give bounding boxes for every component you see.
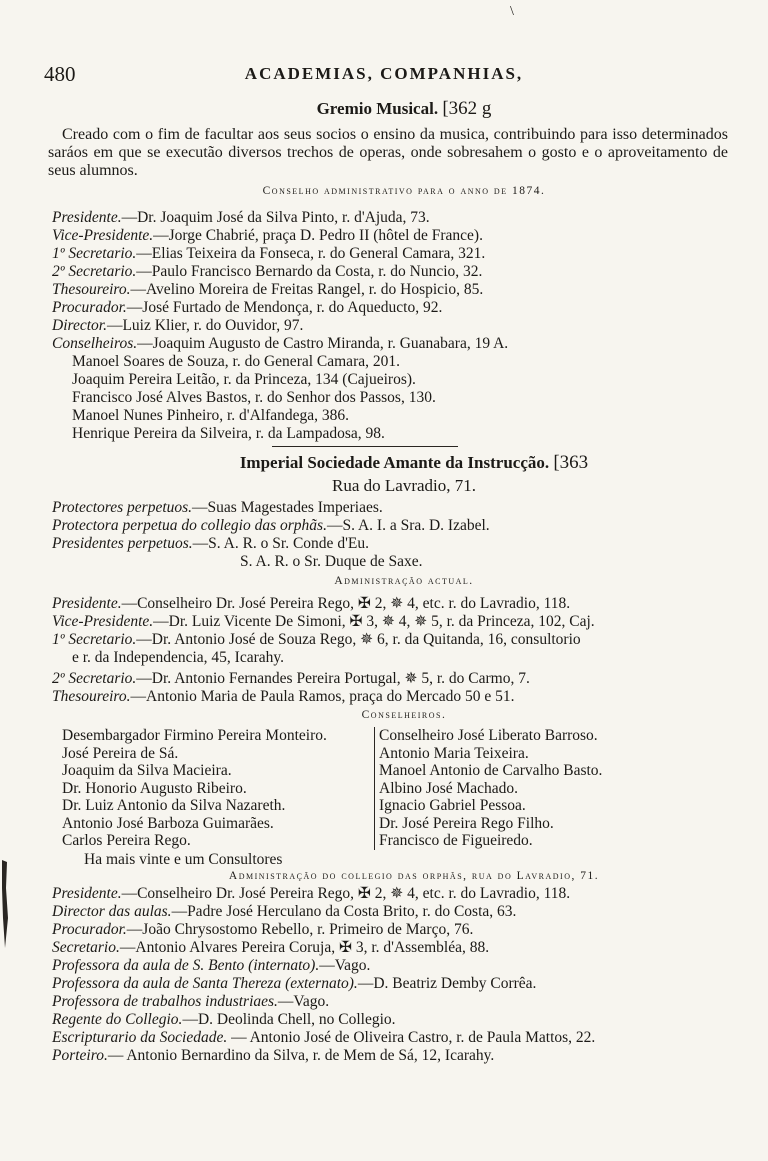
- page-number: 480: [44, 62, 76, 86]
- counsellor-line: Francisco José Alves Bastos, r. do Senhor dos Passos, 130.: [72, 389, 436, 406]
- section-divider: [272, 446, 458, 447]
- college-line: Professora da aula de S. Bento (internato).—Vago.: [52, 957, 371, 974]
- council-member: Ignacio Gabriel Pessoa.: [379, 797, 526, 814]
- council-member: Conselheiro José Liberato Barroso.: [379, 727, 598, 744]
- gremio-paragraph: Creado com o fim de facultar aos seus socios o ensino da musica, contribuindo para isso determinados saráos em que se executão diversos trechos de operas, onde sobresahem o gosto e o aproveitamento de seus alumnos.: [48, 126, 728, 179]
- council-member: José Pereira de Sá.: [62, 744, 179, 762]
- patron-line: Protectores perpetuos.—Suas Magestades Imperiaes.: [52, 499, 383, 516]
- counsellor-line: Manoel Nunes Pinheiro, r. d'Alfandega, 386.: [72, 407, 350, 424]
- admin-continuation: e r. da Independencia, 45, Icarahy.: [72, 649, 285, 666]
- officer-line: 1º Secretario.—Elias Teixeira da Fonseca, r. do General Camara, 321.: [52, 245, 486, 262]
- officer-line: 2º Secretario.—Paulo Francisco Bernardo da Costa, r. do Nuncio, 32.: [52, 263, 483, 280]
- college-line: Procurador.—João Chrysostomo Rebello, r. Primeiro de Março, 76.: [52, 921, 474, 938]
- gremio-council-heading: Conselho administrativo para o anno de 1874.: [262, 185, 546, 197]
- patron-line: Protectora perpetua do collegio das orphãs.—S. A. I. a Sra. D. Izabel.: [52, 517, 490, 534]
- consultores-note: Ha mais vinte e um Consultores: [84, 851, 283, 868]
- officer-line: Presidente.—Dr. Joaquim José da Silva Pinto, r. d'Ajuda, 73.: [52, 209, 430, 226]
- college-line: Porteiro.— Antonio Bernardino da Silva, r. de Mem de Sá, 12, Icarahy.: [52, 1047, 495, 1064]
- council-member: Antonio José Barboza Guimarães.: [62, 814, 274, 832]
- college-line: Director das aulas.—Padre José Herculano da Costa Brito, r. do Costa, 63.: [52, 903, 517, 920]
- college-line: Regente do Collegio.—D. Deolinda Chell, no Collegio.: [52, 1011, 396, 1028]
- imperial-number: [363: [553, 452, 589, 473]
- admin-line: Thesoureiro.—Antonio Maria de Paula Ramos, praça do Mercado 50 e 51.: [52, 688, 515, 705]
- admin-line: 2º Secretario.—Dr. Antonio Fernandes Pereira Portugal, ✵ 5, r. do Carmo, 7.: [52, 670, 530, 687]
- page-header: [40, 62, 728, 86]
- college-line: Secretario.—Antonio Alvares Pereira Coruja, ✠ 3, r. d'Assembléa, 88.: [52, 939, 490, 956]
- section-title-imperial: [120, 452, 708, 474]
- gremio-title-text: Gremio Musical.: [316, 99, 439, 118]
- imperial-address: Rua do Lavradio, 71.: [332, 476, 476, 495]
- imperial-title-text: Imperial Sociedade Amante da Instrucção.: [239, 453, 550, 472]
- council-member: Dr. Luiz Antonio da Silva Nazareth.: [62, 797, 286, 814]
- counsellor-line: Manoel Soares de Souza, r. do General Camara, 201.: [72, 353, 400, 370]
- imperial-council-heading: Conselheiros.: [361, 709, 447, 721]
- gremio-number: [362 g: [442, 98, 492, 119]
- admin-line: Vice-Presidente.—Dr. Luiz Vicente De Simoni, ✠ 3, ✵ 4, ✵ 5, r. da Princeza, 102, Caj.: [52, 613, 595, 630]
- college-line: Presidente.—Conselheiro Dr. José Pereira Rego, ✠ 2, ✵ 4, etc. r. do Lavradio, 118.: [52, 885, 571, 902]
- officer-line: Director.—Luiz Klier, r. do Ouvidor, 97.: [52, 317, 304, 334]
- patron-extra-line: S. A. R. o Sr. Duque de Saxe.: [240, 553, 423, 570]
- gremio-description: [48, 126, 728, 180]
- admin-line: Presidente.—Conselheiro Dr. José Pereira Rego, ✠ 2, ✵ 4, etc. r. do Lavradio, 118.: [52, 595, 571, 612]
- corner-mark: \: [510, 4, 514, 19]
- section-title-gremio: [40, 98, 768, 120]
- council-member: Albino José Machado.: [379, 779, 519, 797]
- council-member: Antonio Maria Teixeira.: [379, 744, 529, 762]
- college-line: Professora da aula de Santa Thereza (externato).—D. Beatriz Demby Corrêa.: [52, 975, 537, 992]
- college-line: Escripturario da Sociedade. — Antonio José de Oliveira Castro, r. de Paula Mattos, 22.: [52, 1029, 596, 1046]
- council-member: Joaquim da Silva Macieira.: [62, 762, 232, 779]
- officer-line: Procurador.—José Furtado de Mendonça, r. do Aqueducto, 92.: [52, 299, 443, 316]
- counsellor-line: Joaquim Pereira Leitão, r. da Princeza, 134 (Cajueiros).: [72, 371, 416, 388]
- council-member: Dr. Honorio Augusto Ribeiro.: [62, 779, 247, 797]
- patron-line: Presidentes perpetuos.—S. A. R. o Sr. Conde d'Eu.: [52, 535, 369, 552]
- counsellor-line: Henrique Pereira da Silveira, r. da Lampadosa, 98.: [72, 425, 385, 442]
- officer-line: Conselheiros.—Joaquim Augusto de Castro Miranda, r. Guanabara, 19 A.: [52, 335, 509, 352]
- council-member: Desembargador Firmino Pereira Monteiro.: [62, 727, 327, 744]
- margin-ink-mark: [0, 858, 10, 950]
- council-left-column: [62, 727, 372, 850]
- college-line: Professora de trabalhos industriaes.—Vago.: [52, 993, 330, 1010]
- admin-line: 1º Secretario.—Dr. Antonio José de Souza Rego, ✵ 6, r. da Quitanda, 16, consultorio: [52, 631, 581, 648]
- running-title: ACADEMIAS, COMPANHIAS,: [244, 64, 524, 83]
- council-member: Francisco de Figueiredo.: [379, 832, 533, 849]
- college-heading: Administração do collegio das orphãs, rua do Lavradio, 71.: [228, 870, 600, 882]
- council-member: Manoel Antonio de Carvalho Basto.: [379, 762, 603, 779]
- imperial-admin-heading: Administração actual.: [334, 575, 474, 587]
- officer-line: Vice-Presidente.—Jorge Chabrié, praça D. Pedro II (hôtel de France).: [52, 227, 483, 244]
- officer-line: Thesoureiro.—Avelino Moreira de Freitas Rangel, r. do Hospicio, 85.: [52, 281, 484, 298]
- council-right-column: [374, 727, 719, 850]
- council-member: Carlos Pereira Rego.: [62, 832, 191, 849]
- council-member: Dr. José Pereira Rego Filho.: [379, 814, 554, 832]
